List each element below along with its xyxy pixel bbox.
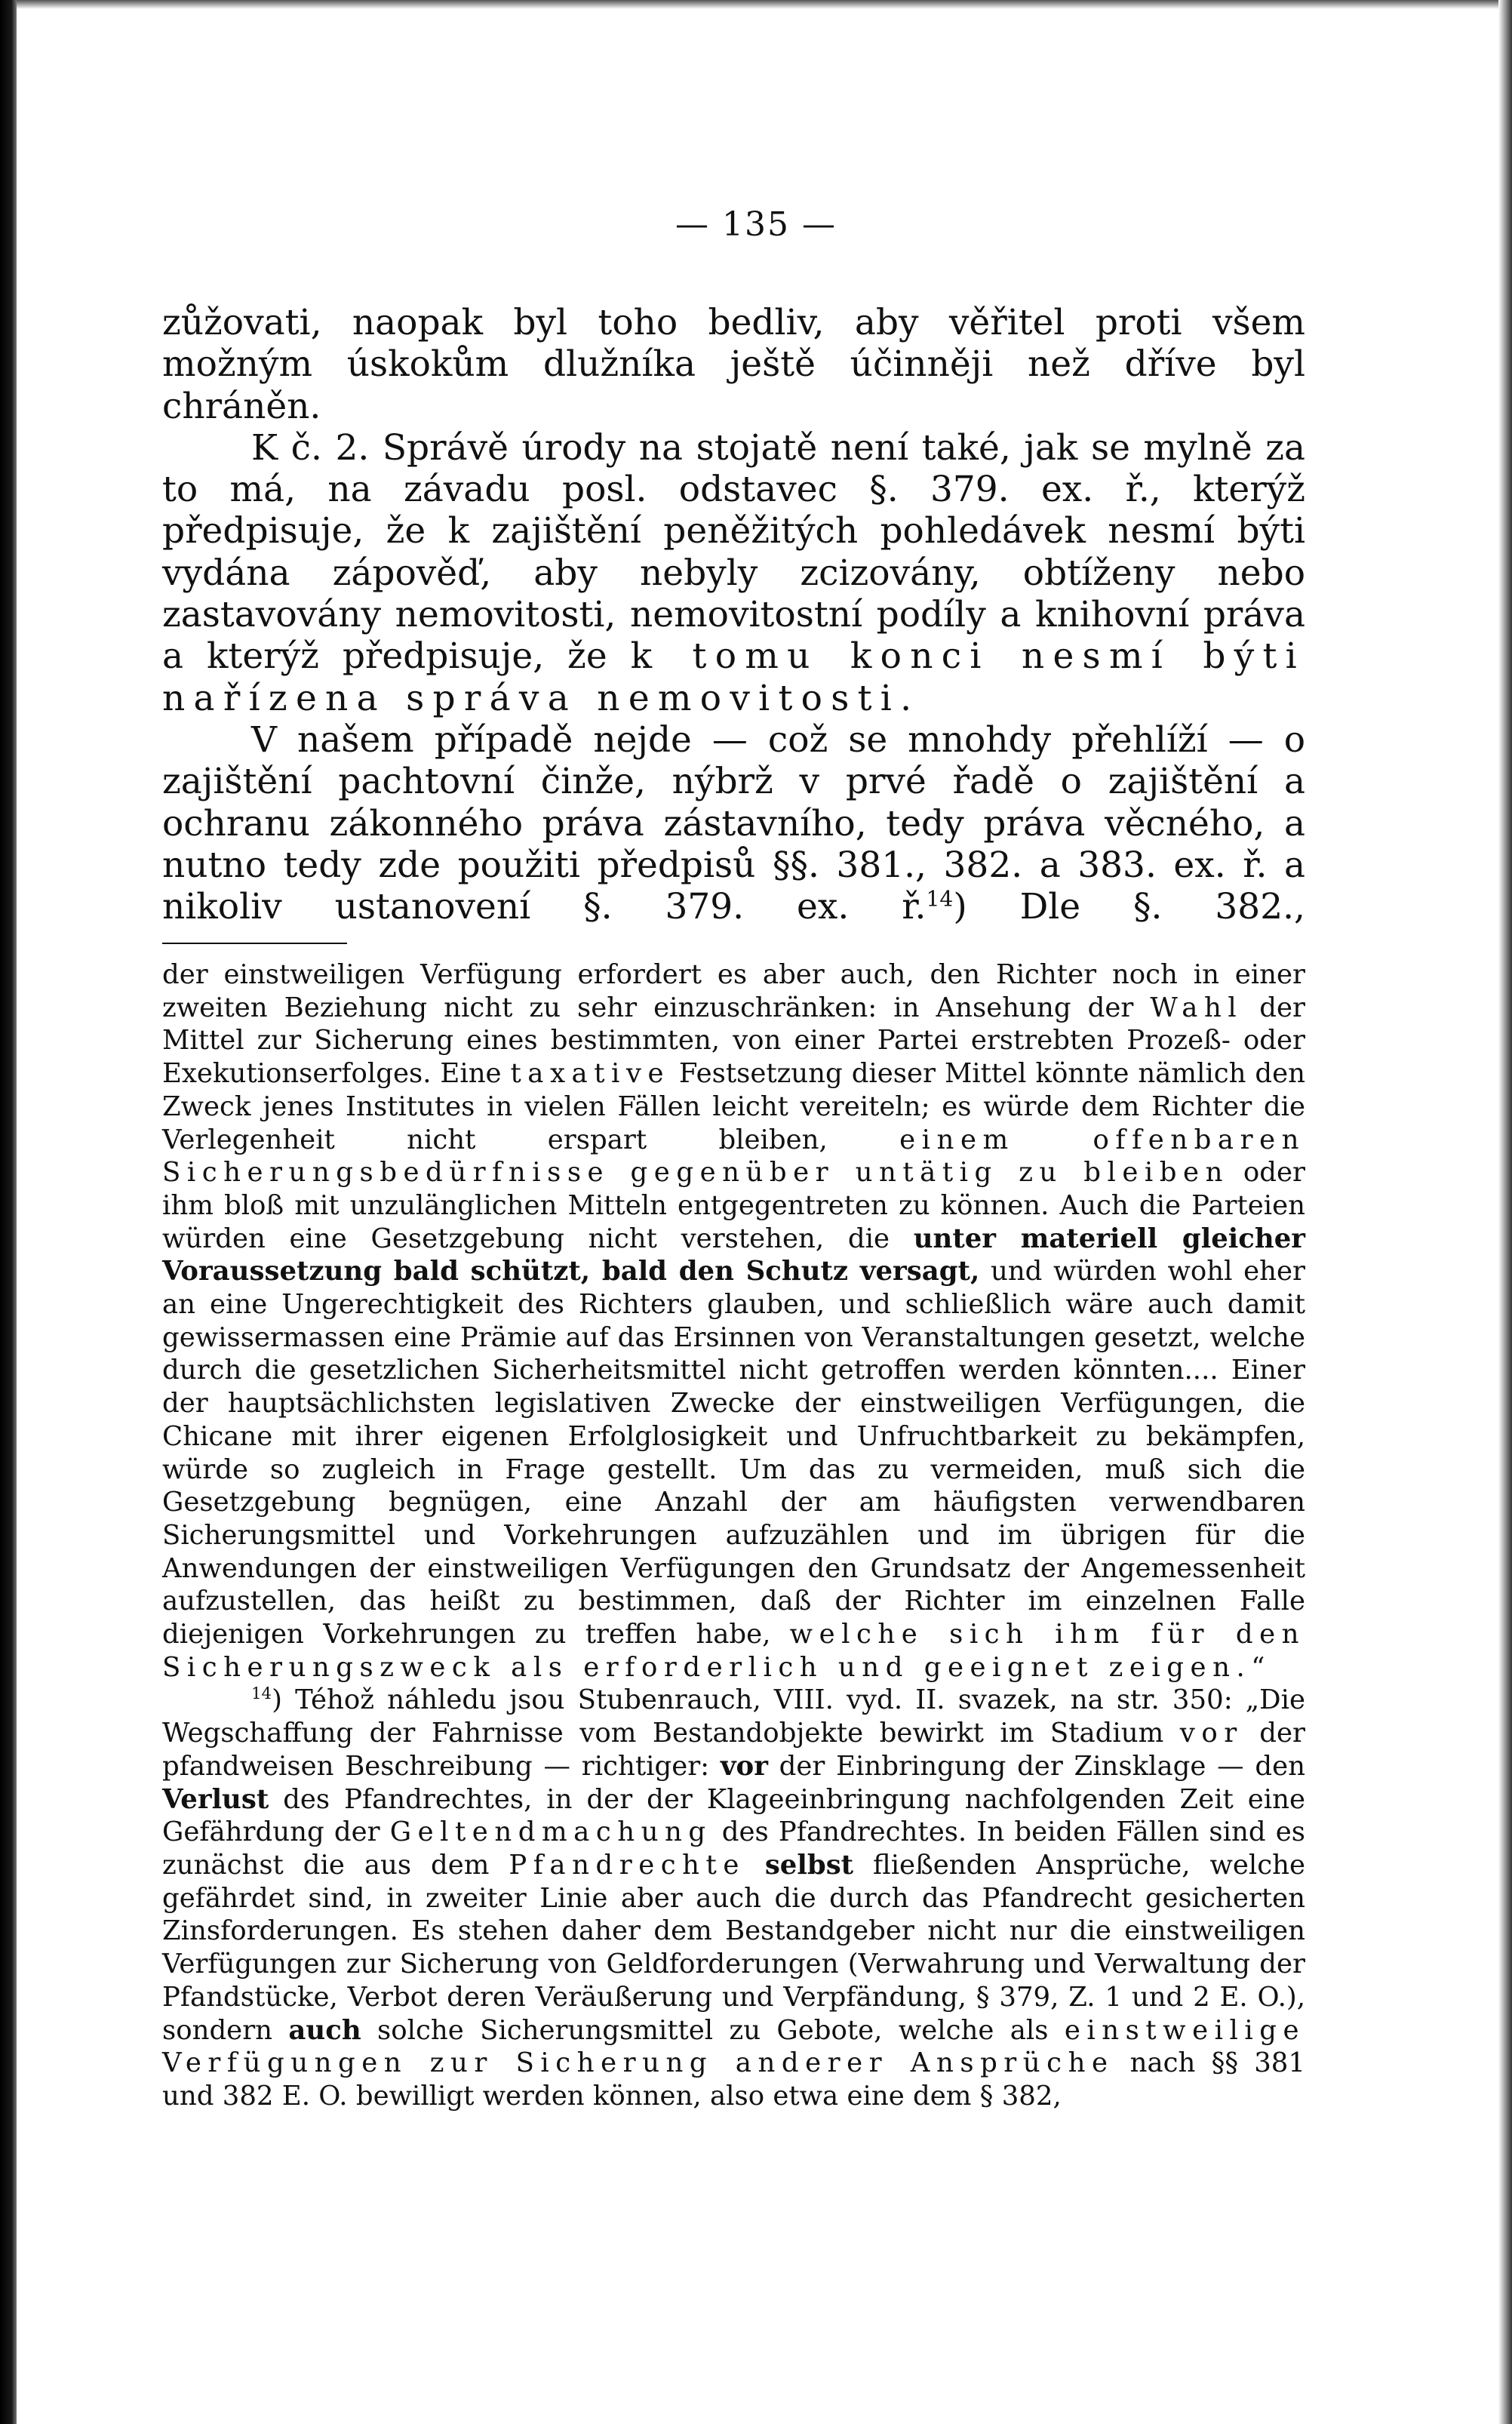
fn14-text-2: der pfandweisen Beschreibung — richtiger: (162, 1718, 1305, 1782)
fn14-spaced-3: Pfandrechte (509, 1849, 745, 1881)
footnotes (162, 958, 1305, 2113)
footnote-14 (162, 1684, 1305, 2112)
paragraph-2-spaced: k tomu konci nesmí býti nařízena správa nemovitosti. (162, 635, 1305, 719)
footnote-ref-14: 14 (926, 886, 954, 912)
fn-cont-text-6: “ (1251, 1651, 1265, 1683)
fn14-bold-4: auch (288, 2014, 361, 2046)
fn-cont-spaced-4: welche sich ihm für den Sicherungszweck als erforderlich und geeignet zeigen. (162, 1619, 1305, 1683)
fn14-text-5: des Pfandrechtes. In beiden Fällen sind es zunächst die aus dem (162, 1816, 1305, 1881)
fn14-bold-2: Verlust (162, 1783, 269, 1815)
fn14-text-8: solche Sicherungsmittel zu Gebote, welche als (361, 2014, 1065, 2046)
page-number: — 135 — (675, 205, 837, 244)
fn-cont-text-2: der Mittel zur Sicherung eines bestimmten, von einer Partei erstrebten Prozeß- oder Exekutionserfolges. Eine (162, 992, 1305, 1090)
paragraph-3-end: ) Dle §. 382., (953, 886, 1305, 928)
footnote-rule (162, 943, 347, 944)
fn14-bold-3: selbst (764, 1849, 854, 1881)
scan-shadow-right (1498, 0, 1512, 2424)
fn14-text-9: nach §§ 381 und 382 E. O. bewilligt werden können, also etwa eine dem § 382, (162, 2047, 1305, 2112)
fn-cont-bold-1: unter materiell gleicher Voraussetzung bald schützt, bald den Schutz versagt, (162, 1223, 1305, 1287)
fn-cont-text-4: oder ihm bloß mit unzulänglichen Mitteln entgegentreten zu können. Auch die Parteien würden eine Gesetzgebung nicht verstehen, die (162, 1157, 1305, 1254)
fn14-text-7: fließenden Ansprüche, welche gefährdet sind, in zweiter Linie aber auch die durch das Pfandrecht gesicherten Zinsforderungen. Es stehen daher dem Bestandgeber nicht nur die einstweiligen Verfügungen zur Sicherung von Geldforderungen (Verwahrung und Verwaltung der Pfandstücke, Verbot deren Veräußerung und Verpfändung, § 379, Z. 1 und 2 E. O.), sondern (162, 1849, 1305, 2046)
fn-cont-text-1: der einstweiligen Verfügung erfordert es aber auch, den Richter noch in einer zweiten Beziehung nicht zu sehr einzuschränken: in Ansehung der (162, 959, 1305, 1023)
fn14-text-3: der Einbringung der Zinsklage — den (767, 1750, 1305, 1782)
paragraph-3 (162, 719, 1305, 927)
footnote-continued (162, 958, 1305, 1684)
paragraph-2-text: K č. 2. Správě úrody na stojatě není také, jak se mylně za to má, na závadu posl. odstavec §. 379. ex. ř., kterýž předpisuje, že k zajištění peněžitých pohledávek nesmí býti vydána zápověď, aby nebyly zcizovány, obtíženy nebo zastavovány nemovitosti, nemovitostní podíly a knihovní práva a kterýž předpisuje, že (162, 426, 1305, 678)
fn-cont-spaced-2: taxative (510, 1058, 670, 1090)
fn14-spaced-4: einstweilige Verfügungen zur Sicherung anderer Ansprüche (162, 2014, 1305, 2079)
fn-cont-spaced-1: Wahl (1150, 992, 1243, 1023)
paragraph-3-text: V našem případě nejde — což se mnohdy přehlíží — o zajištění pachtovní činže, nýbrž v prvé řadě o zajištění a ochranu zákonného práva zástavního, tedy práva věcného, a nutno tedy zde použiti předpisů §§. 381., 382. a 383. ex. ř. a nikoliv ustanovení §. 379. ex. ř. (162, 718, 1305, 928)
fn-cont-spaced-3: einem offenbaren Sicherungsbedürfnisse gegenüber untätig zu bleiben (162, 1124, 1305, 1189)
fn14-spaced-2: Geltendmachung (389, 1816, 712, 1848)
scan-shadow-top (0, 0, 1512, 9)
paragraph-2 (162, 427, 1305, 719)
fn14-text-6 (745, 1850, 765, 1881)
footnote-14-marker: 14 (251, 1684, 272, 1704)
fn-cont-text-5: und würden wohl eher an eine Ungerechtigkeit des Richters glauben, und schließlich wäre auch damit gewissermassen eine Prämie auf das Ersinnen von Veranstaltungen gesetzt, welche durch die gesetzlichen Sicherheitsmittel nicht getroffen werden könnten.... Einer der hauptsächlichsten legislativen Zwecke der einstweiligen Verfügungen, die Chicane mit ihrer eigenen Erfolglosigkeit und Unfruchtbarkeit zu bekämpfen, würde so zugleich in Frage gestellt. Um das zu vermeiden, muß sich die Gesetzgebung begnügen, eine Anzahl der am häufigsten verwendbaren Sicherungsmittel und Vorkehrungen aufzuzählen und im übrigen für die Anwendungen der einstweiligen Verfügungen den Grundsatz der Angemessenheit aufzustellen, das heißt zu bestimmen, daß der Richter im einzelnen Falle diejenigen Vorkehrungen zu treffen habe, (162, 1256, 1305, 1650)
main-text (162, 302, 1305, 927)
scan-binding-edge (0, 0, 17, 2424)
paragraph-1: zůžovati, naopak byl toho bedliv, aby věřitel proti všem možným úskokům dlužníka ještě účinněji než dříve byl chráněn. (162, 302, 1305, 427)
fn14-text-4: des Pfandrechtes, in der der Klageeinbringung nachfolgenden Zeit eine Gefährdung der (162, 1783, 1305, 1848)
fn14-text-1: ) Téhož náhledu jsou Stubenrauch, VIII. vyd. II. svazek, na str. 350: „Die Wegschaffung der Fahrnisse vom Bestandobjekte bewirkt im Stadium (162, 1684, 1305, 1749)
fn14-bold-1: vor (720, 1750, 768, 1782)
fn-cont-text-3: Festsetzung dieser Mittel könnte nämlich den Zweck jenes Institutes in vielen Fällen leicht vereiteln; es würde dem Richter die Verlegenheit nicht erspart bleiben, (162, 1058, 1306, 1155)
fn14-spaced-1: vor (1179, 1718, 1243, 1749)
